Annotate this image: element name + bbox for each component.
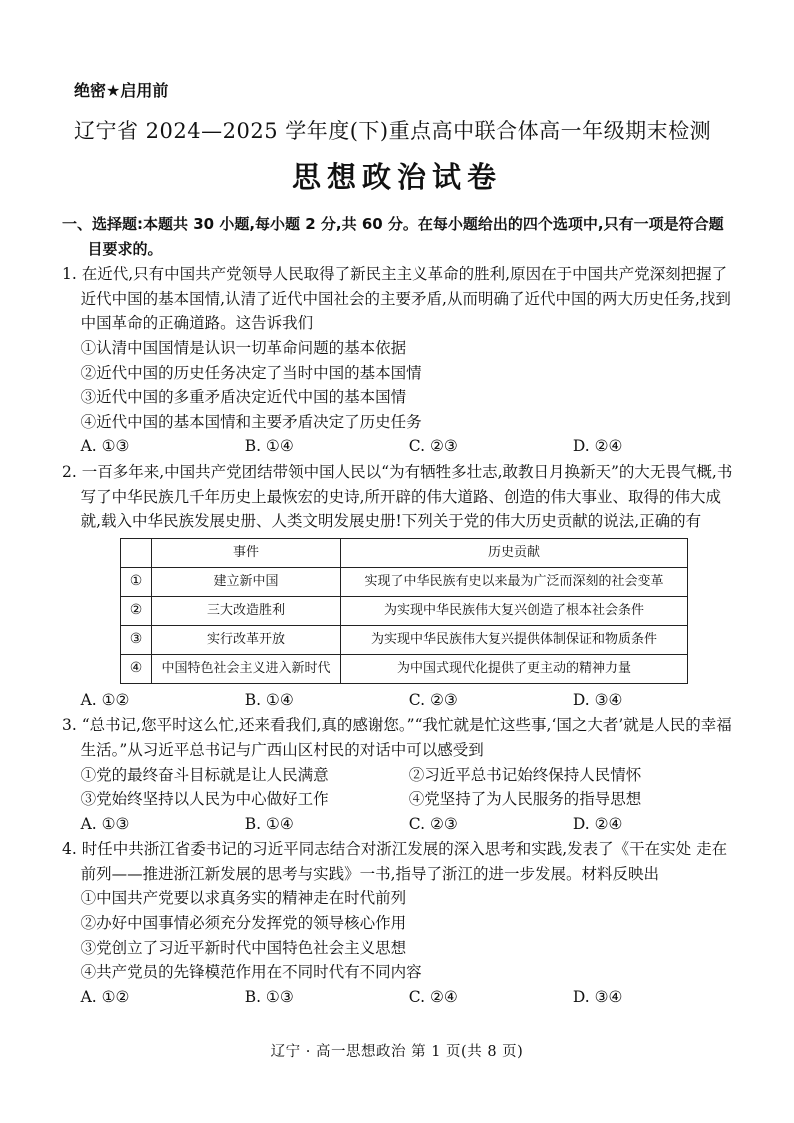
question-4-item: ②办好中国事情必须充分发挥党的领导核心作用 bbox=[80, 914, 407, 933]
question-3-item: ①党的最终奋斗目标就是让人民满意 bbox=[80, 765, 329, 784]
question-3-choices bbox=[62, 812, 737, 837]
table-cell: ④ bbox=[121, 654, 152, 683]
table-header-cell: 历史贡献 bbox=[341, 538, 688, 567]
table-row bbox=[121, 625, 688, 654]
table-row bbox=[121, 596, 688, 625]
question-1-item: ③近代中国的多重矛盾决定近代中国的基本国情 bbox=[80, 388, 407, 407]
question-3-item: ②习近平总书记始终保持人民情怀 bbox=[408, 765, 642, 784]
question-2-choices bbox=[62, 688, 737, 713]
question-4-choices bbox=[62, 985, 737, 1010]
table-row bbox=[121, 567, 688, 596]
question-4-item: ④共产党员的先锋模范作用在不同时代有不同内容 bbox=[80, 963, 422, 982]
choice-d[interactable]: D. ②④ bbox=[572, 437, 623, 456]
question-1-item: ④近代中国的基本国情和主要矛盾决定了历史任务 bbox=[80, 412, 422, 431]
question-1-item: ②近代中国的历史任务决定了当时中国的基本国情 bbox=[80, 363, 422, 382]
choice-a[interactable]: A. ①③ bbox=[80, 814, 130, 833]
exam-content bbox=[62, 212, 737, 1009]
question-3-stem: 3. “总书记,您平时这么忙,还来看我们,真的感谢您。”“我忙就是忙这些事,‘国之大者’就是人民的幸福生活。”从习近平总书记与广西山区村民的对话中可以感受到 bbox=[62, 716, 732, 759]
choice-b[interactable]: B. ①③ bbox=[244, 987, 294, 1006]
exam-subtitle: 辽宁省 2024—2025 学年度(下)重点高中联合体高一年级期末检测 bbox=[74, 119, 712, 143]
table-cell: 实行改革开放 bbox=[152, 625, 341, 654]
table-cell: ① bbox=[121, 567, 152, 596]
table-cell: 为实现中华民族伟大复兴创造了根本社会条件 bbox=[341, 596, 688, 625]
question-3-items-row bbox=[62, 763, 737, 788]
table-cell: 为实现中华民族伟大复兴提供体制保证和物质条件 bbox=[341, 625, 688, 654]
table-header-cell: 事件 bbox=[152, 538, 341, 567]
table-header-row bbox=[121, 538, 688, 567]
table-cell: 为中国式现代化提供了更主动的精神力量 bbox=[341, 654, 688, 683]
question-1-stem: 1. 在近代,只有中国共产党领导人民取得了新民主主义革命的胜利,原因在于中国共产党深刻把握了近代中国的基本国情,认清了近代中国社会的主要矛盾,从而明确了近代中国的两大历史任务,找到中国革命的正确道路。这告诉我们 bbox=[62, 265, 731, 333]
exam-title: 思想政治试卷 bbox=[291, 160, 502, 194]
question-3-item: ③党始终坚持以人民为中心做好工作 bbox=[80, 790, 329, 809]
question-4-stem: 4. 时任中共浙江省委书记的习近平同志结合对浙江发展的深入思考和实践,发表了《干在实处 走在前列——推进浙江新发展的思考与实践》一书,指导了浙江的进一步发展。材料反映出 bbox=[62, 840, 728, 883]
question-4-item: ①中国共产党要以求真务实的精神走在时代前列 bbox=[80, 889, 407, 908]
question-1-item: ①认清中国国情是认识一切革命问题的基本依据 bbox=[80, 338, 407, 357]
table-cell: ③ bbox=[121, 625, 152, 654]
question-4-item: ③党创立了习近平新时代中国特色社会主义思想 bbox=[80, 938, 407, 957]
choice-d[interactable]: D. ③④ bbox=[572, 987, 623, 1006]
question-3-items-row bbox=[62, 787, 737, 812]
question-3-item: ④党坚持了为人民服务的指导思想 bbox=[408, 790, 642, 809]
question-1-choices bbox=[62, 434, 737, 459]
table-cell: 三大改造胜利 bbox=[152, 596, 341, 625]
history-table bbox=[120, 538, 688, 684]
table-cell: 建立新中国 bbox=[152, 567, 341, 596]
choice-d[interactable]: D. ②④ bbox=[572, 814, 623, 833]
choice-c[interactable]: C. ②④ bbox=[408, 987, 458, 1006]
page-footer: 辽宁 · 高一思想政治 第 1 页(共 8 页) bbox=[270, 1044, 524, 1060]
confidential-mark: 绝密★启用前 bbox=[74, 81, 169, 100]
choice-b[interactable]: B. ①④ bbox=[244, 690, 294, 709]
section-heading: 一、选择题:本题共 30 小题,每小题 2 分,共 60 分。在每小题给出的四个选项中,只有一项是符合题目要求的。 bbox=[62, 215, 724, 258]
table-header-cell bbox=[121, 538, 152, 567]
choice-b[interactable]: B. ①④ bbox=[244, 437, 294, 456]
choice-a[interactable]: A. ①③ bbox=[80, 437, 130, 456]
table-cell: 实现了中华民族有史以来最为广泛而深刻的社会变革 bbox=[341, 567, 688, 596]
table-cell: ② bbox=[121, 596, 152, 625]
question-2-stem: 2. 一百多年来,中国共产党团结带领中国人民以“为有牺牲多壮志,敢教日月换新天”的大无畏气概,书写了中华民族几千年历史上最恢宏的史诗,所开辟的伟大道路、创造的伟大事业、取得的伟大成就,载入中华民族发展史册、人类文明发展史册!下列关于党的伟大历史贡献的说法,正确的有 bbox=[62, 462, 733, 531]
choice-c[interactable]: C. ②③ bbox=[408, 690, 458, 709]
choice-a[interactable]: A. ①② bbox=[80, 690, 130, 709]
choice-b[interactable]: B. ①④ bbox=[244, 814, 294, 833]
choice-a[interactable]: A. ①② bbox=[80, 987, 130, 1006]
table-cell: 中国特色社会主义进入新时代 bbox=[152, 654, 341, 683]
choice-d[interactable]: D. ③④ bbox=[572, 690, 623, 709]
table-row bbox=[121, 654, 688, 683]
choice-c[interactable]: C. ②③ bbox=[408, 437, 458, 456]
choice-c[interactable]: C. ②③ bbox=[408, 814, 458, 833]
